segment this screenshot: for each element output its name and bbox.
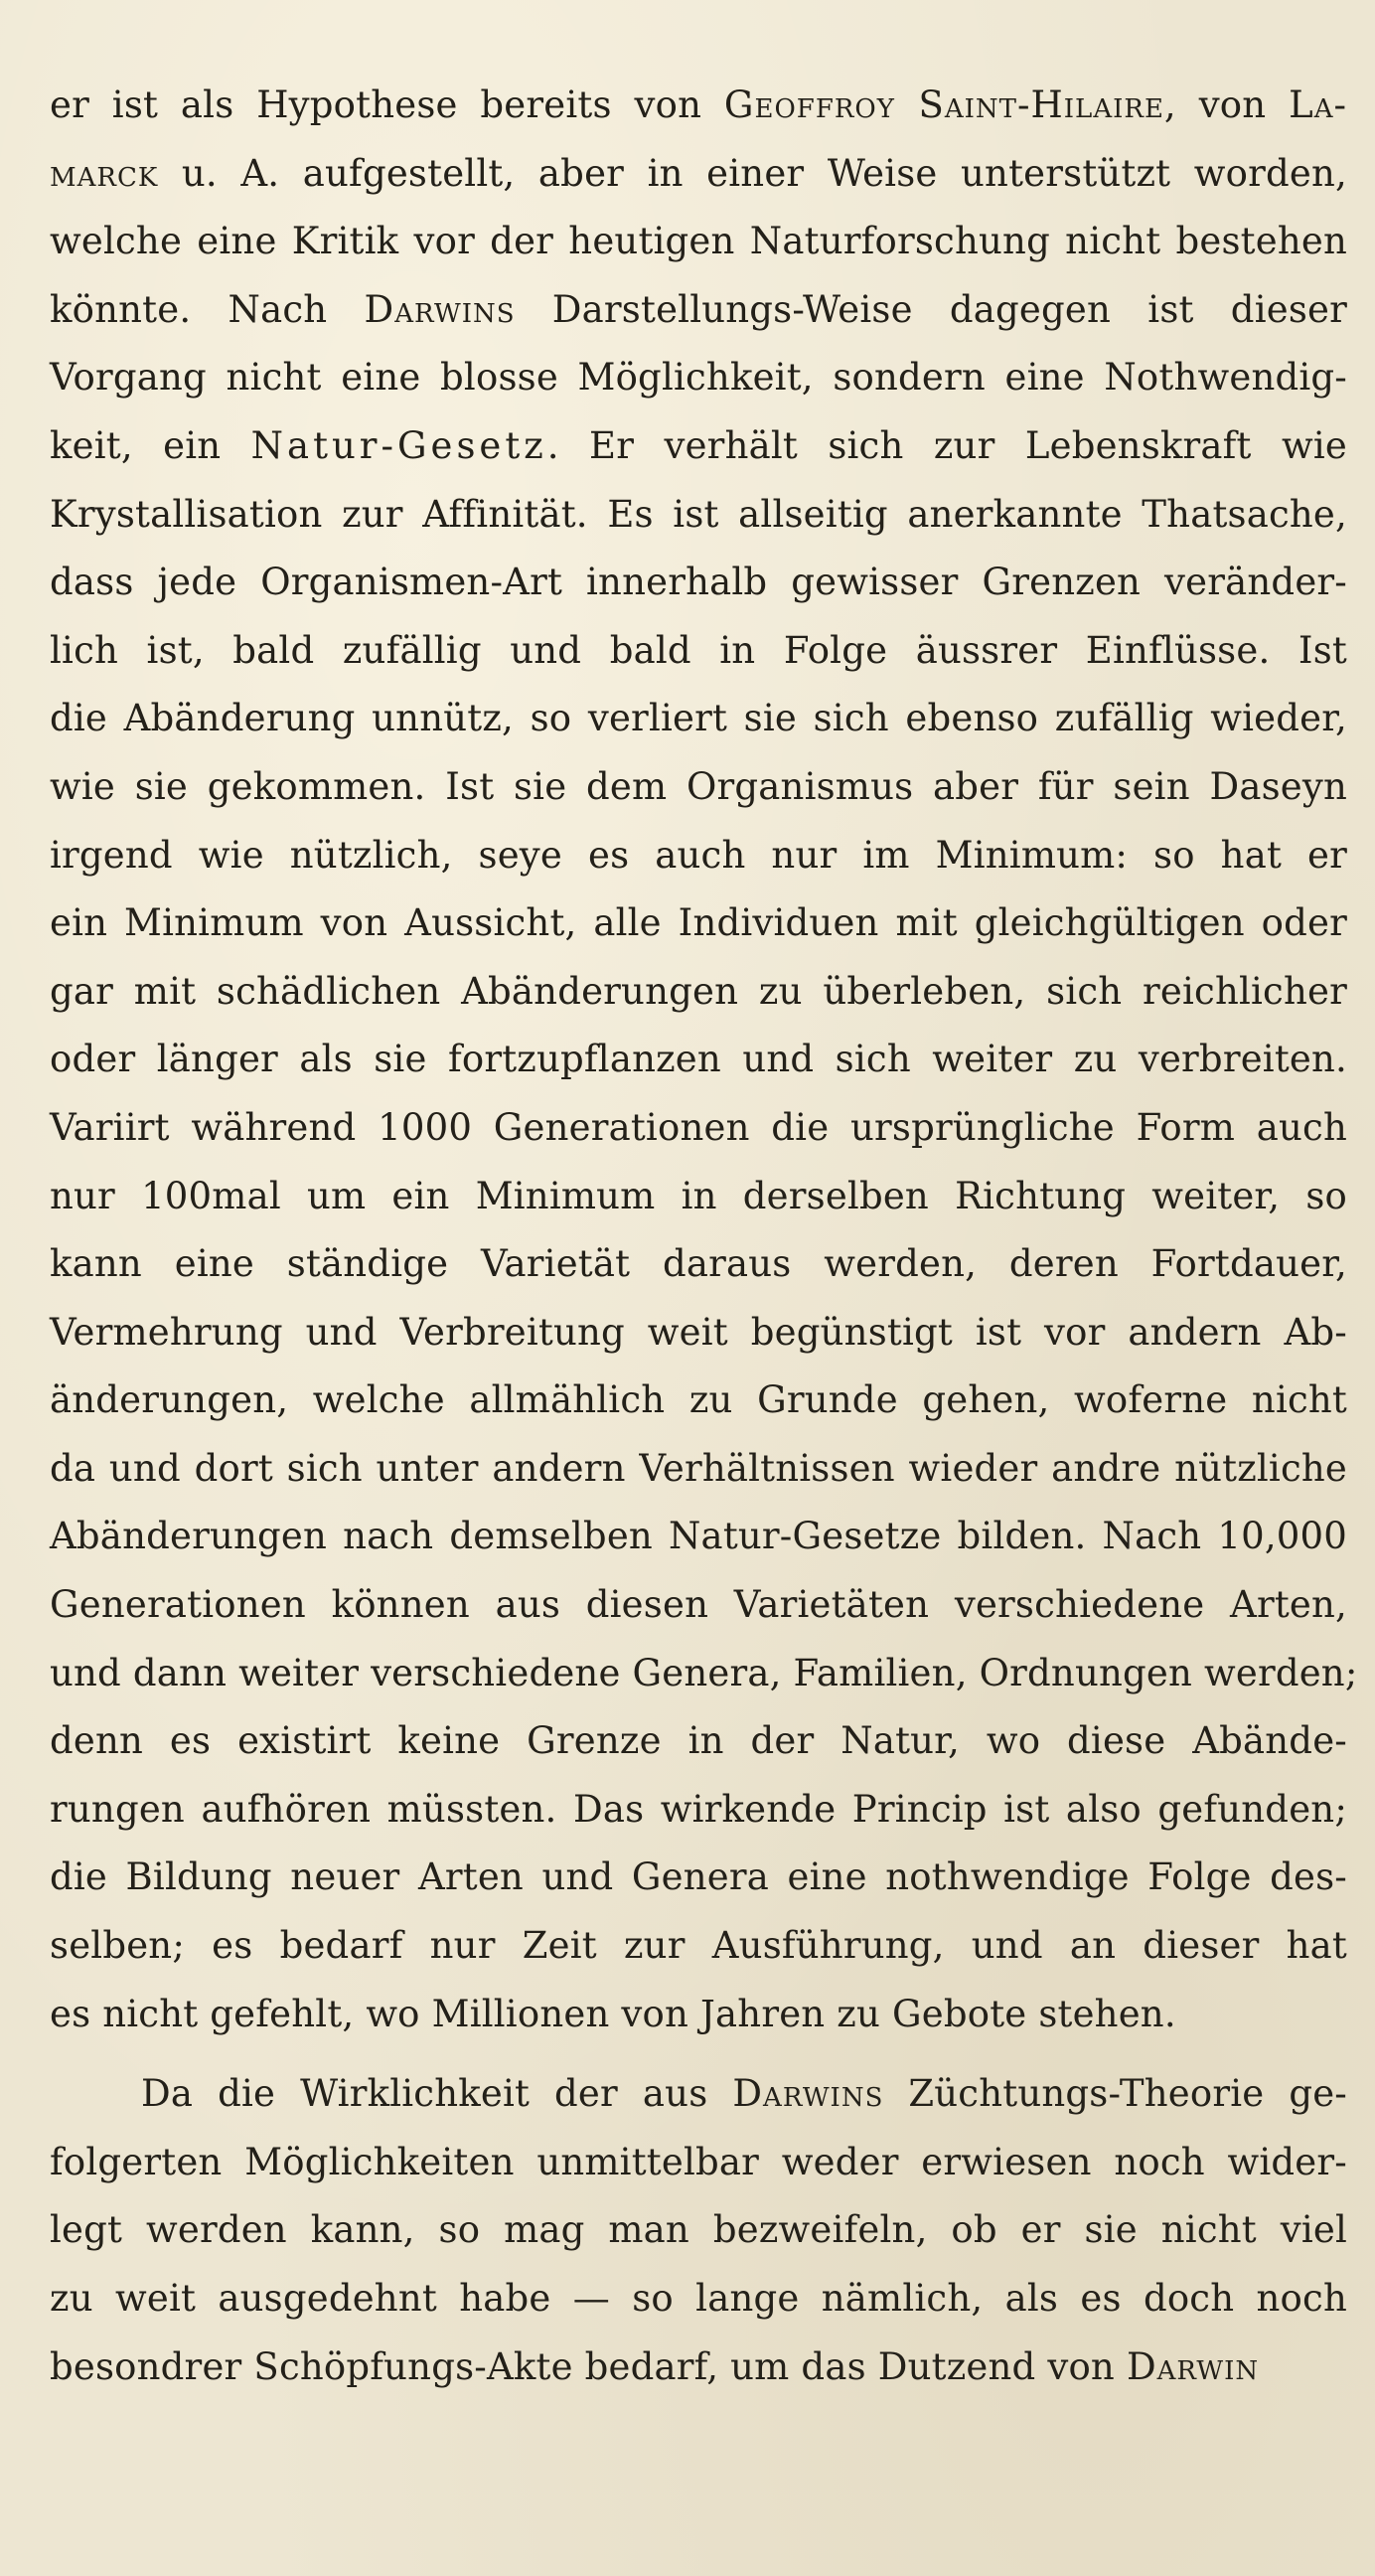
text-segment: es nicht gefehlt, wo Millionen von Jahren zu Gebote stehen. (50, 1992, 1176, 2035)
text-segment: nur 100mal um ein Minimum in derselben Richtung weiter, so (50, 1174, 1347, 1217)
text-segment: und dann weiter verschiedene Genera, Familien, Ordnungen werden; (50, 1651, 1358, 1694)
text-segment: Abänderungen nach demselben Natur-Gesetze bilden. Nach 10,000 (50, 1515, 1347, 1558)
author-name: Darwin (1126, 2344, 1260, 2388)
text-line (50, 2129, 1347, 2197)
text-segment: Züchtungs-Theorie ge- (883, 2072, 1348, 2116)
text-segment: gar mit schädlichen Abänderungen zu überleben, sich reichlicher (50, 969, 1347, 1013)
text-segment: u. A. aufgestellt, aber in einer Weise unterstützt worden, (158, 151, 1347, 195)
text-line (50, 412, 1347, 481)
text-segment: Da die Wirklichkeit der aus (141, 2072, 733, 2116)
text-segment: kann eine ständige Varietät daraus werden, deren Fortdauer, (50, 1242, 1347, 1286)
text-line (50, 1503, 1347, 1571)
text-segment: selben; es bedarf nur Zeit zur Ausführung, und an dieser hat (50, 1924, 1347, 1968)
text-line (50, 1230, 1347, 1299)
text-line (50, 1026, 1347, 1094)
text-segment: keit, ein (50, 423, 251, 467)
text-segment: Generationen können aus diesen Varietäten verschiedene Arten, (50, 1583, 1347, 1627)
text-line (50, 1776, 1347, 1845)
body-text (50, 72, 1358, 2401)
author-name: Darwins (364, 287, 516, 331)
text-line (50, 1912, 1347, 1981)
text-segment: irgend wie nützlich, seye es auch nur im Minimum: so hat er (50, 833, 1347, 877)
text-line (50, 889, 1347, 958)
text-segment: welche eine Kritik vor der heutigen Naturforschung nicht bestehen (50, 220, 1347, 263)
text-segment: denn es existirt keine Grenze in der Natur, wo diese Abände- (50, 1719, 1347, 1763)
text-line (50, 276, 1347, 345)
text-segment: Vermehrung und Verbreitung weit begünstigt ist vor andern Ab- (50, 1310, 1347, 1354)
text-segment: folgerten Möglichkeiten unmittelbar weder erwiesen noch wider- (50, 2140, 1347, 2183)
text-line (50, 1299, 1347, 1368)
text-line (50, 2265, 1347, 2334)
text-segment: . Er verhält sich zur Lebenskraft wie (546, 423, 1347, 467)
author-name: Darwins (732, 2072, 884, 2116)
text-line (50, 1094, 1347, 1163)
text-line (50, 685, 1347, 753)
text-line (50, 1163, 1347, 1231)
text-segment: er ist als Hypothese bereits von (50, 83, 724, 126)
text-line (50, 822, 1347, 890)
text-segment: da und dort sich unter andern Verhältnissen wieder andre nützliche (50, 1446, 1347, 1490)
paragraph-gap (50, 2048, 1347, 2060)
text-line (50, 1640, 1358, 1708)
text-line (50, 344, 1347, 412)
author-name: marck (50, 151, 159, 195)
text-segment: , von (1163, 83, 1290, 126)
text-segment: legt werden kann, so mag man bezweifeln, ob er sie nicht viel (50, 2208, 1347, 2252)
text-line (50, 140, 1347, 209)
text-line (50, 1844, 1347, 1912)
text-line (50, 481, 1347, 550)
text-line (50, 2196, 1347, 2265)
text-segment: besondrer Schöpfungs-Akte bedarf, um das Dutzend von (50, 2344, 1127, 2388)
text-line (50, 2060, 1347, 2129)
text-line (50, 753, 1347, 822)
text-segment: Vorgang nicht eine blosse Möglichkeit, sondern eine Nothwendig- (50, 356, 1347, 400)
text-segment: rungen aufhören müssten. Das wirkende Princip ist also gefunden; (50, 1787, 1347, 1831)
text-line (50, 72, 1347, 140)
text-segment: oder länger als sie fortzupflanzen und sich weiter zu verbreiten. (50, 1038, 1347, 1081)
text-line (50, 1571, 1347, 1640)
text-line (50, 1435, 1347, 1504)
text-line (50, 958, 1347, 1027)
text-line (50, 208, 1347, 276)
text-line (50, 1707, 1347, 1776)
text-segment: die Bildung neuer Arten und Genera eine nothwendige Folge des- (50, 1855, 1347, 1899)
emphasized-term: Natur-Gesetz (250, 423, 547, 467)
text-segment: lich ist, bald zufällig und bald in Folge äussrer Einflüsse. Ist (50, 628, 1347, 672)
text-segment: Darstellungs-Weise dagegen ist dieser (515, 287, 1347, 331)
text-segment: wie sie gekommen. Ist sie dem Organismus aber für sein Daseyn (50, 764, 1347, 808)
text-segment: ein Minimum von Aussicht, alle Individuen mit gleichgültigen oder (50, 901, 1347, 945)
text-segment: dass jede Organismen-Art innerhalb gewisser Grenzen veränder- (50, 561, 1347, 604)
text-segment: Krystallisation zur Affinität. Es ist allseitig anerkannte Thatsache, (50, 492, 1347, 536)
text-segment: änderungen, welche allmählich zu Grunde gehen, woferne nicht (50, 1378, 1347, 1422)
paragraph (50, 2060, 1347, 2401)
text-segment: könnte. Nach (50, 287, 365, 331)
paragraph (50, 72, 1358, 2048)
text-segment: Variirt während 1000 Generationen die ursprüngliche Form auch (50, 1105, 1347, 1149)
text-line (50, 2334, 1347, 2402)
text-line (50, 1367, 1347, 1435)
text-line (50, 1981, 1347, 2049)
text-segment: die Abänderung unnütz, so verliert sie sich ebenso zufällig wieder, (50, 697, 1347, 740)
author-name: La- (1289, 83, 1347, 126)
text-segment: zu weit ausgedehnt habe — so lange nämlich, als es doch noch (50, 2277, 1347, 2320)
text-line (50, 617, 1347, 686)
author-name: Geoffroy Saint-Hilaire (723, 83, 1164, 126)
text-line (50, 549, 1347, 617)
